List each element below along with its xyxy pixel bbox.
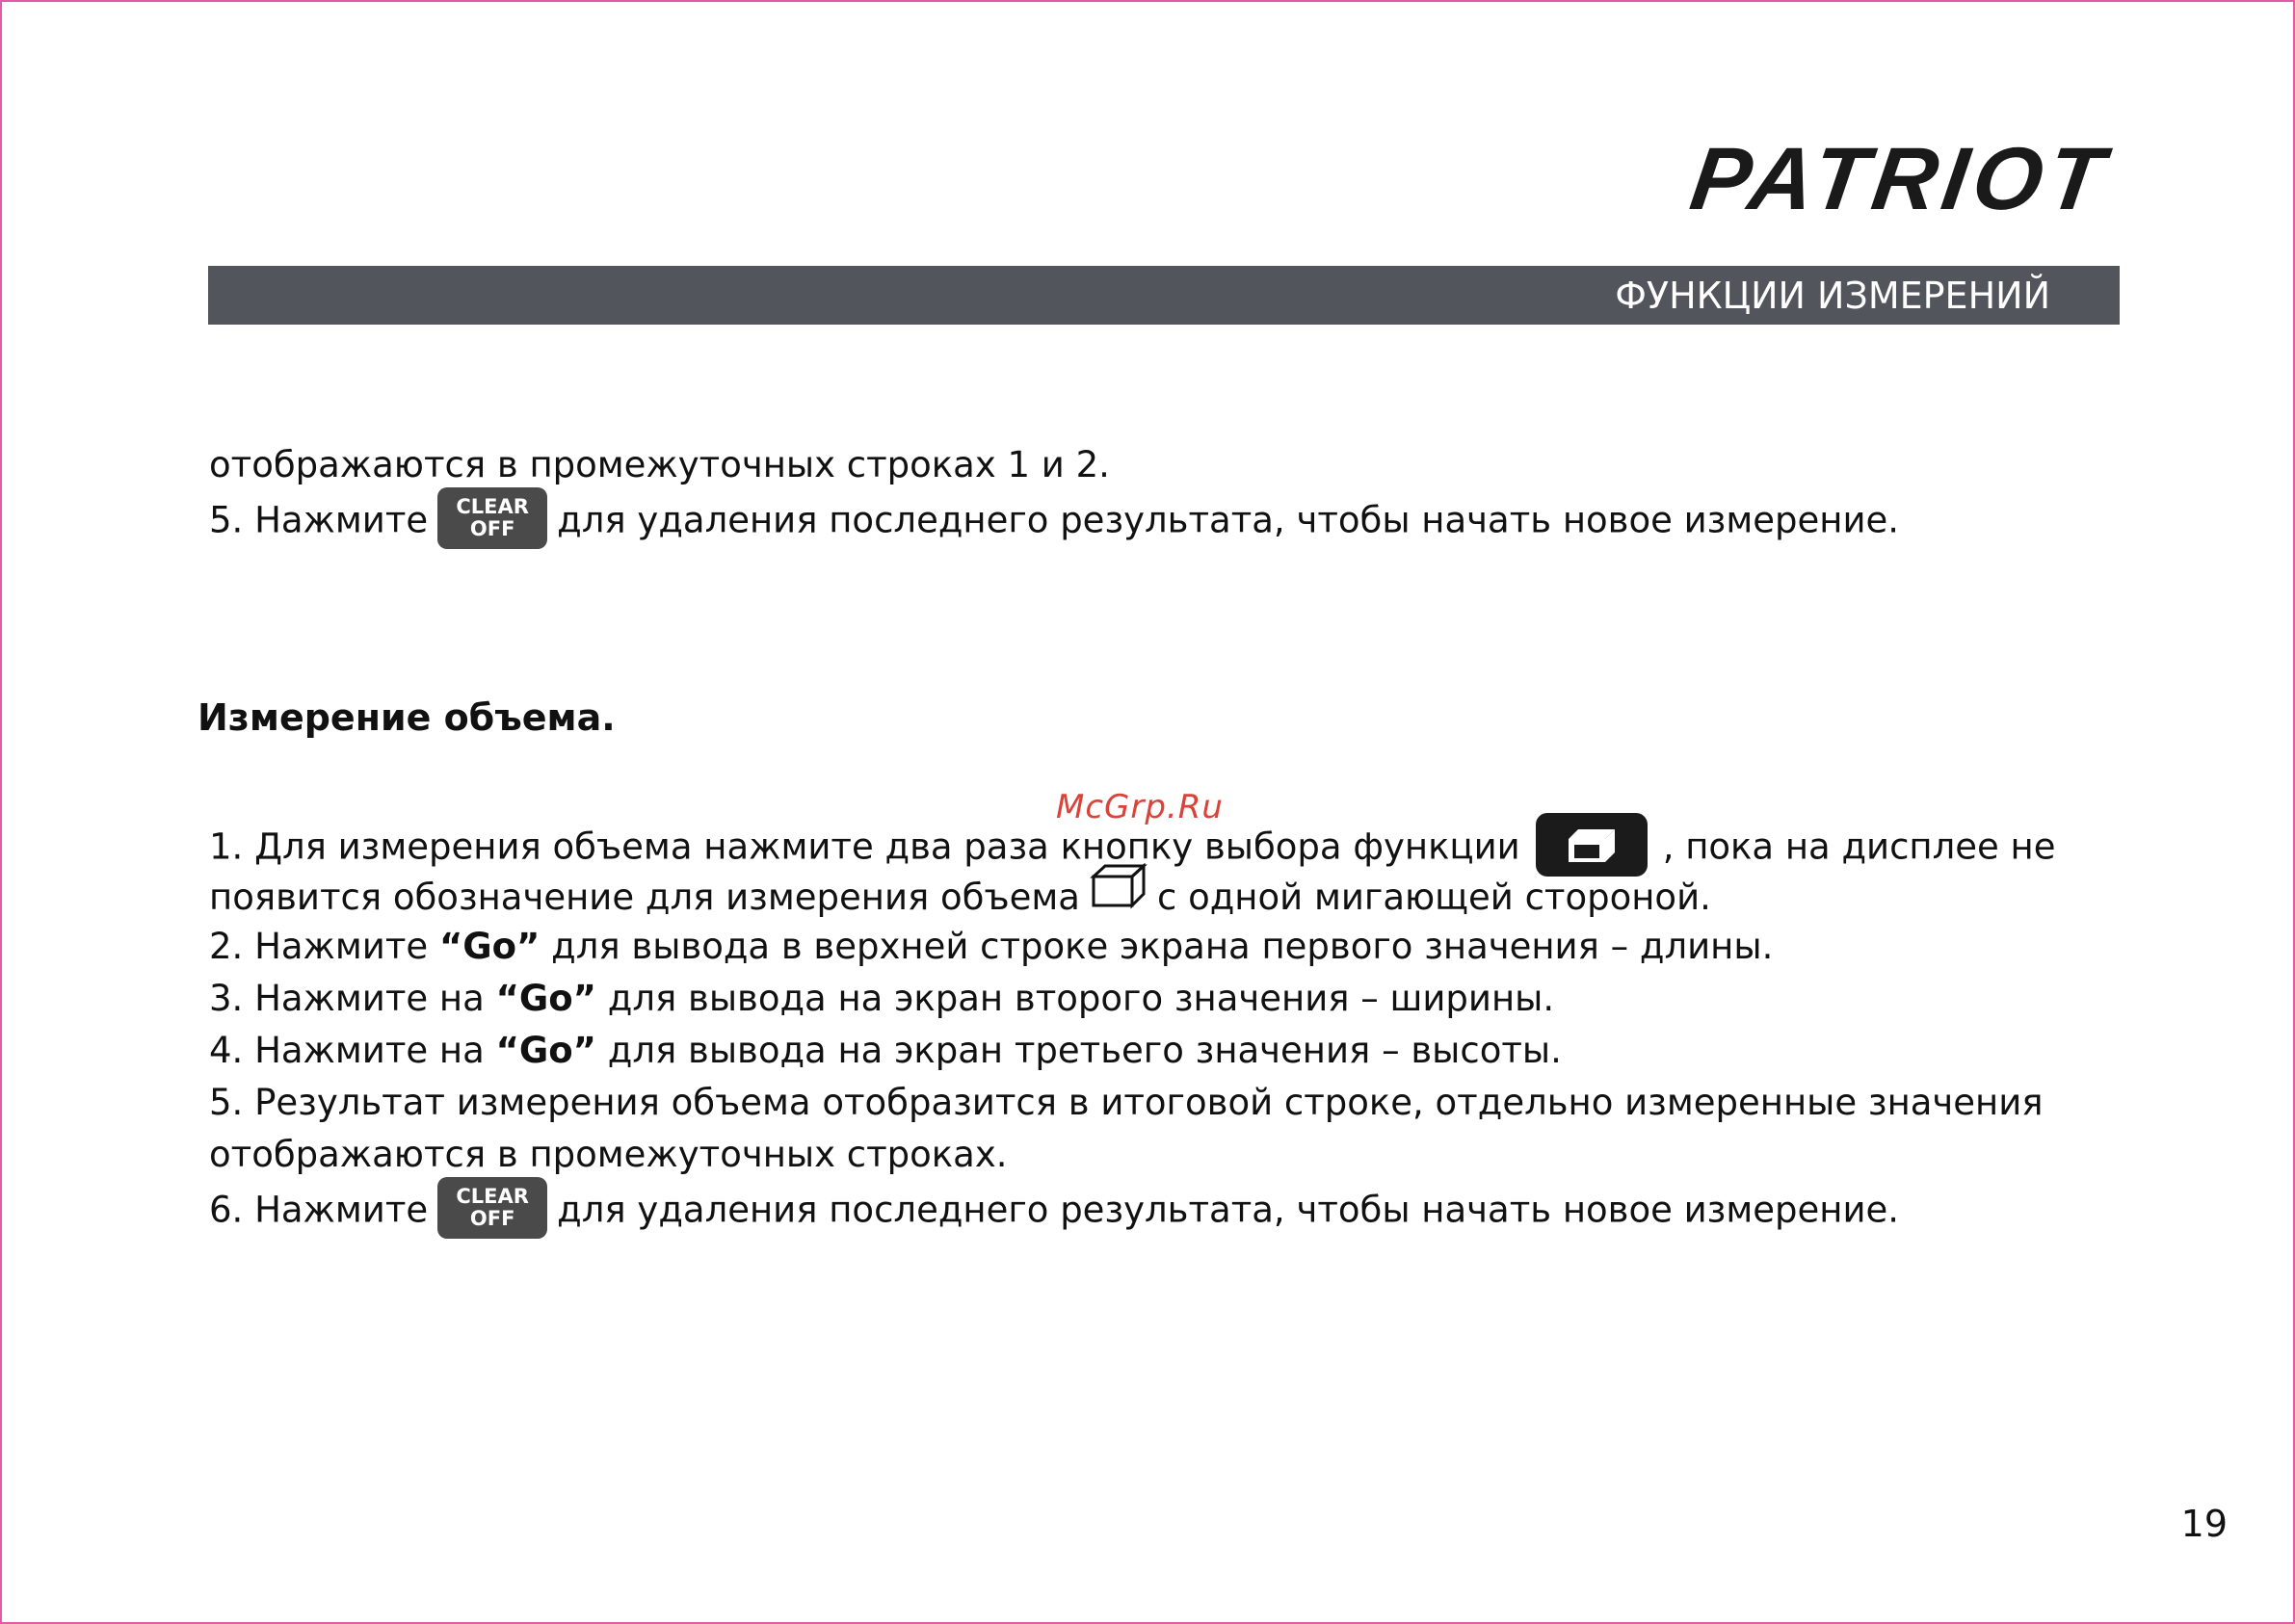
text-line-content: 5. Нажмите: [209, 499, 429, 541]
step-line: [209, 1025, 2056, 1077]
step-text: , пока на дисплее не: [1662, 825, 2056, 868]
step-text: для вывода на экран второго значения – ширины.: [596, 978, 1555, 1019]
volume-cube-icon: [1090, 863, 1148, 924]
step-line: [209, 869, 2056, 921]
go-key-label: “Go”: [495, 978, 596, 1019]
text-line-content: отображаются в промежуточных строках 1 и 2.: [209, 444, 1110, 485]
step-line: [209, 921, 2056, 973]
step-line: [209, 1077, 2056, 1129]
patriot-logo: PATRIOT: [1684, 130, 2116, 228]
text-line: [209, 439, 1899, 491]
text-line-content: для удаления последнего результата, чтобы начать новое измерение.: [557, 499, 1900, 541]
clear-off-key-icon: CLEAR OFF: [437, 1177, 547, 1239]
header-title: ФУНКЦИИ ИЗМЕРЕНИЙ: [1615, 275, 2050, 317]
step-text: 2. Нажмите: [209, 926, 439, 967]
step-line: [209, 817, 2056, 869]
step-text: для вывода на экран третьего значения – высоты.: [596, 1030, 1562, 1071]
step-text: 5. Результат измерения объема отобразится в итоговой строке, отдельно измеренные значения: [209, 1082, 2044, 1123]
step-text: отображаются в промежуточных строках.: [209, 1134, 1008, 1175]
top-text-block: [209, 439, 1899, 543]
step-text: с одной мигающей стороной.: [1156, 877, 1711, 918]
step-text: для вывода в верхней строке экрана первого значения – длины.: [540, 926, 1774, 967]
step-text: для удаления последнего результата, чтобы начать новое измерение.: [557, 1189, 1900, 1231]
section-heading: Измерение объема.: [198, 696, 616, 739]
step-line: [209, 973, 2056, 1025]
steps-block: [209, 817, 2056, 1233]
page-number: 19: [2180, 1503, 2228, 1545]
function-select-key-icon: [1536, 813, 1648, 877]
step-text: появится обозначение для измерения объема: [209, 877, 1080, 918]
go-key-label: “Go”: [438, 926, 541, 967]
text-line: [209, 491, 1899, 543]
step-line: [209, 1181, 2056, 1233]
step-text: 1. Для измерения объема нажмите два раза кнопку выбора функции: [209, 825, 1520, 868]
go-key-label: “Go”: [495, 1030, 596, 1071]
section-header-bar: [208, 266, 2120, 325]
watermark: McGrp.Ru: [1056, 788, 1224, 826]
step-text: 6. Нажмите: [209, 1189, 429, 1231]
step-line: [209, 1129, 2056, 1181]
step-text: 3. Нажмите на: [209, 978, 496, 1019]
step-text: 4. Нажмите на: [209, 1030, 496, 1071]
clear-off-key-icon: CLEAR OFF: [437, 487, 547, 549]
